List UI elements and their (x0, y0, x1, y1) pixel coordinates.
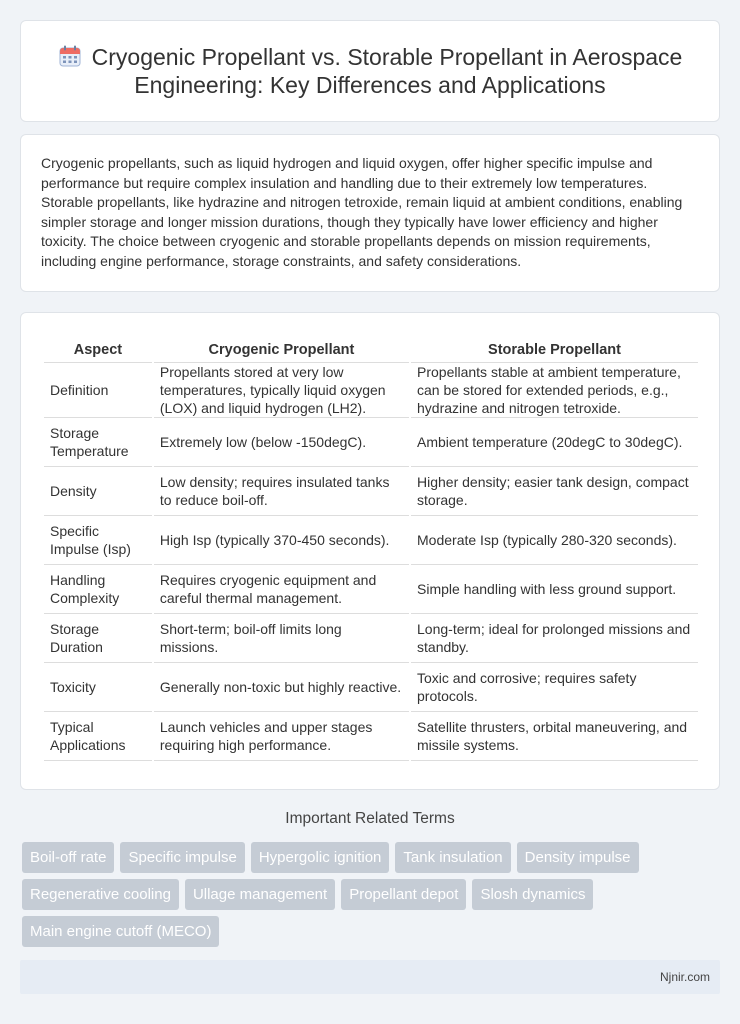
intro-card (20, 134, 720, 292)
comparison-card (20, 312, 720, 790)
intro-paragraph: Cryogenic propellants, such as liquid hydrogen and liquid oxygen, offer higher specific impulse and performance but require complex insulation and handling due to their extremely low temperatures. Storable propellants, like hydrazine and nitrogen tetroxide, remain liquid at ambient conditions, enabling simpler storage and longer mission durations, though they typically have lower efficiency and higher toxicity. The choice between cryogenic and storable propellants depends on mission requirements, including engine performance, storage constraints, and safety considerations. (41, 155, 683, 269)
table-row (44, 663, 698, 712)
table-row (44, 516, 698, 565)
aspect-cell: Storage Duration (44, 614, 152, 663)
term-tag[interactable]: Hypergolic ignition (251, 842, 390, 873)
storable-cell: Higher density; easier tank design, compact storage. (411, 467, 698, 516)
table-row (44, 467, 698, 516)
table-row (44, 565, 698, 614)
term-tag[interactable]: Specific impulse (120, 842, 244, 873)
aspect-cell: Specific Impulse (Isp) (44, 516, 152, 565)
term-tag[interactable]: Propellant depot (341, 879, 466, 910)
title-card (20, 20, 720, 122)
storable-cell: Satellite thrusters, orbital maneuvering, and missile systems. (411, 712, 698, 761)
storable-cell: Propellants stable at ambient temperature, can be stored for extended periods, e.g., hydrazine and nitrogen tetroxide. (411, 363, 698, 418)
cryogenic-cell: Low density; requires insulated tanks to reduce boil-off. (154, 467, 409, 516)
cryogenic-cell: Launch vehicles and upper stages requiring high performance. (154, 712, 409, 761)
cryogenic-cell: Extremely low (below -150degC). (154, 418, 409, 467)
aspect-cell: Handling Complexity (44, 565, 152, 614)
term-tag[interactable]: Boil-off rate (22, 842, 114, 873)
related-terms-heading: Important Related Terms (285, 810, 455, 827)
table-row (44, 418, 698, 467)
aspect-cell: Definition (44, 363, 152, 418)
header-storable: Storable Propellant (411, 333, 698, 363)
term-tag[interactable]: Density impulse (517, 842, 639, 873)
table-row (44, 712, 698, 761)
header-aspect: Aspect (44, 333, 152, 363)
storable-cell: Simple handling with less ground support. (411, 565, 698, 614)
table-header-row (44, 333, 698, 363)
storable-cell: Long-term; ideal for prolonged missions and standby. (411, 614, 698, 663)
term-tag[interactable]: Regenerative cooling (22, 879, 179, 910)
footer-site-link[interactable]: Njnir.com (659, 970, 710, 984)
term-tag[interactable]: Ullage management (185, 879, 335, 910)
cryogenic-cell: Propellants stored at very low temperatures, typically liquid oxygen (LOX) and liquid hydrogen (LH2). (154, 363, 409, 418)
page-title-text: Cryogenic Propellant vs. Storable Propellant in Aerospace Engineering: Key Differences and Applications (91, 44, 683, 98)
aspect-cell: Storage Temperature (44, 418, 152, 467)
calendar-icon (58, 44, 82, 68)
storable-cell: Ambient temperature (20degC to 30degC). (411, 418, 698, 467)
cryogenic-cell: High Isp (typically 370-450 seconds). (154, 516, 409, 565)
term-tag[interactable]: Tank insulation (395, 842, 510, 873)
aspect-cell: Toxicity (44, 663, 152, 712)
cryogenic-cell: Requires cryogenic equipment and careful thermal management. (154, 565, 409, 614)
table-row (44, 614, 698, 663)
cryogenic-cell: Generally non-toxic but highly reactive. (154, 663, 409, 712)
page-title (50, 43, 690, 99)
aspect-cell: Typical Applications (44, 712, 152, 761)
cryogenic-cell: Short-term; boil-off limits long missions. (154, 614, 409, 663)
related-terms-tags (22, 842, 722, 953)
header-cryogenic: Cryogenic Propellant (154, 333, 409, 363)
term-tag[interactable]: Slosh dynamics (472, 879, 593, 910)
storable-cell: Toxic and corrosive; requires safety protocols. (411, 663, 698, 712)
aspect-cell: Density (44, 467, 152, 516)
term-tag[interactable]: Main engine cutoff (MECO) (22, 916, 219, 947)
storable-cell: Moderate Isp (typically 280-320 seconds). (411, 516, 698, 565)
comparison-table (42, 333, 700, 761)
table-row (44, 363, 698, 418)
footer-bar (20, 960, 720, 994)
